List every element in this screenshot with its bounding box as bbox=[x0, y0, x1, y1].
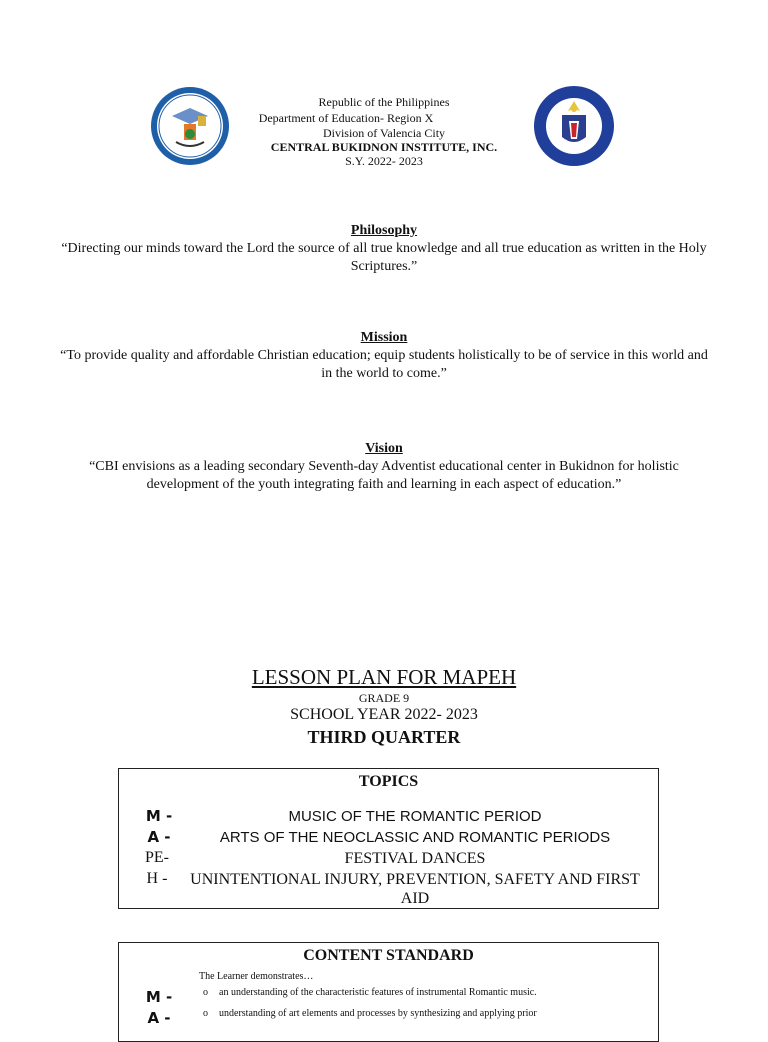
content-standard-intro: The Learner demonstrates… bbox=[199, 971, 314, 982]
lesson-plan-school-year: SCHOOL YEAR 2022- 2023 bbox=[290, 706, 478, 723]
header-department: Department of Education- Region X bbox=[258, 111, 434, 125]
topic-pe: FESTIVAL DANCES bbox=[344, 850, 486, 867]
content-code-music: M - bbox=[145, 988, 173, 1006]
content-standard-title: CONTENT STANDARD bbox=[303, 947, 474, 964]
topic-arts: ARTS OF THE NEOCLASSIC AND ROMANTIC PERIODS bbox=[219, 829, 611, 846]
lesson-plan-title bbox=[0, 665, 768, 690]
topic-music: MUSIC OF THE ROMANTIC PERIOD bbox=[288, 808, 542, 825]
topic-code-music: M - bbox=[145, 807, 173, 825]
mission-title: Mission bbox=[360, 330, 408, 345]
bullet-icon: o bbox=[203, 1008, 208, 1019]
topic-health: UNINTENTIONAL INJURY, PREVENTION, SAFETY AND FIRST AID bbox=[190, 871, 640, 907]
header-division: Division of Valencia City bbox=[322, 126, 446, 140]
mission-text: “To provide quality and affordable Christian education; equip students holistically to be of service in this world and in the world to come.” bbox=[60, 348, 708, 381]
content-standard-item: an understanding of the characteristic features of instrumental Romantic music. bbox=[219, 987, 537, 998]
lesson-plan-title-text: LESSON PLAN FOR MAPEH bbox=[251, 665, 517, 689]
philosophy-text: “Directing our minds toward the Lord the source of all true knowledge and all true education as written in the Holy Scriptures.” bbox=[61, 241, 707, 274]
header-republic: Republic of the Philippines bbox=[318, 95, 450, 109]
header-school-name: CENTRAL BUKIDNON INSTITUTE, INC. bbox=[270, 140, 498, 154]
header-school-year: S.Y. 2022- 2023 bbox=[345, 154, 423, 168]
content-code-arts: A - bbox=[147, 1009, 171, 1027]
content-standard-item: understanding of art elements and processes by synthesizing and applying prior bbox=[219, 1008, 537, 1019]
topic-code-health: H - bbox=[146, 870, 168, 887]
vision-title: Vision bbox=[365, 441, 403, 456]
vision-text: “CBI envisions as a leading secondary Seventh-day Adventist educational center in Bukidnon for holistic development of the youth integrating faith and learning in each aspect of education.” bbox=[89, 459, 679, 492]
topics-box bbox=[118, 768, 659, 909]
philosophy-title: Philosophy bbox=[350, 223, 418, 238]
content-standard-box bbox=[118, 942, 659, 1042]
topic-code-arts: A - bbox=[147, 828, 171, 846]
bullet-icon: o bbox=[203, 987, 208, 998]
topic-code-pe: PE- bbox=[145, 849, 169, 866]
lesson-plan-quarter: THIRD QUARTER bbox=[307, 727, 461, 747]
lesson-plan-grade: GRADE 9 bbox=[358, 691, 410, 705]
topics-title: TOPICS bbox=[358, 773, 419, 790]
